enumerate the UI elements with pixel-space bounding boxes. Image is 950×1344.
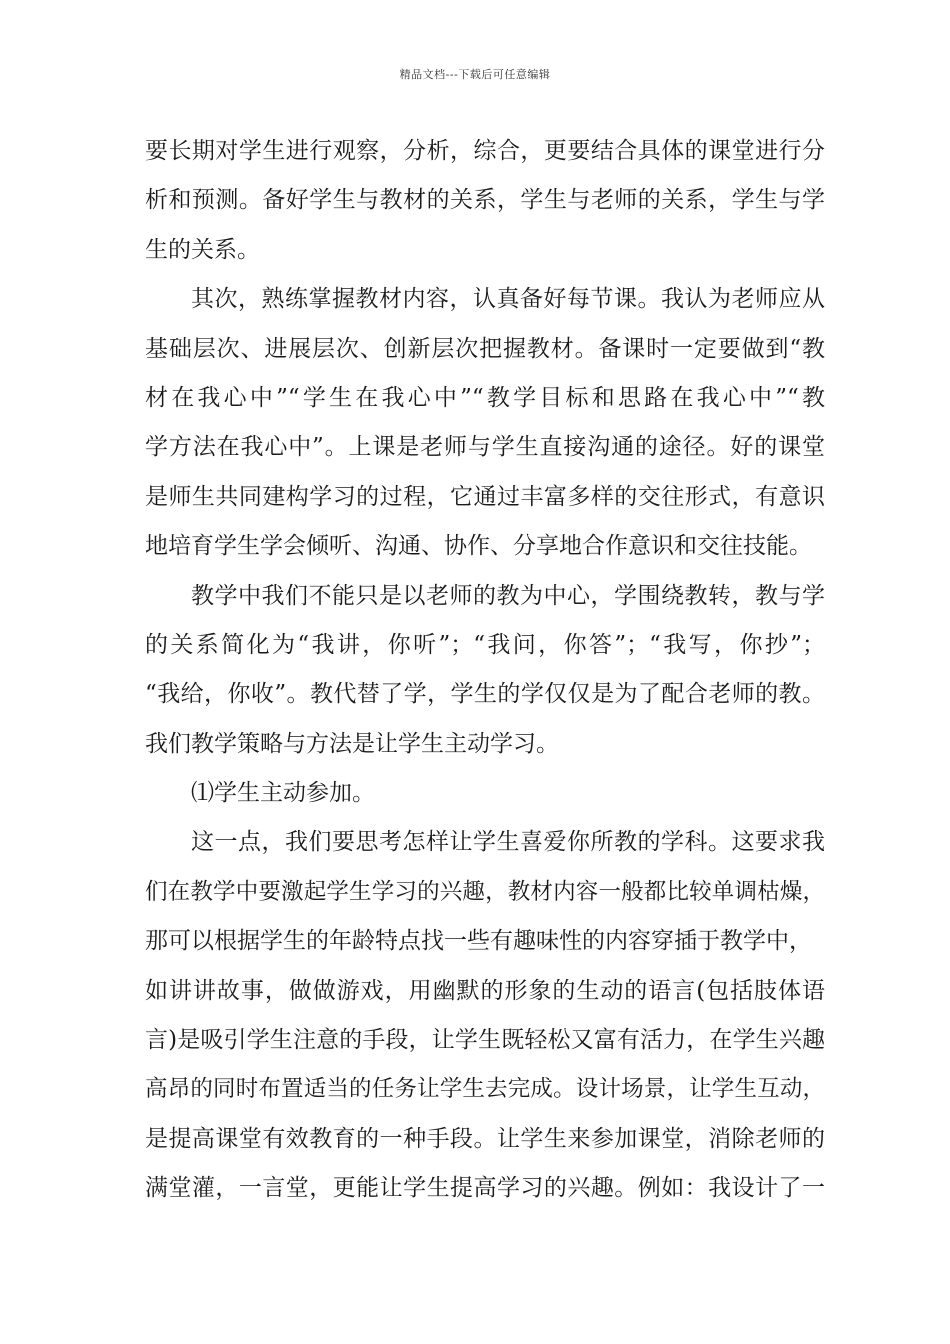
text-line: 基础层次、进展层次、创新层次把握教材。备课时一定要做到“教 (145, 335, 825, 362)
text-line: 我们教学策略与方法是让学生主动学习。 (145, 730, 559, 757)
text-line: 是师生共同建构学习的过程，它通过丰富多样的交往形式，有意识 (145, 483, 825, 510)
text-line: 其次，熟练掌握教材内容，认真备好每节课。我认为老师应从 (191, 286, 825, 313)
text-line: 满堂灌，一言堂，更能让学生提高学习的兴趣。例如：我设计了一 (145, 1175, 825, 1202)
text-line: 是提高课堂有效教育的一种手段。让学生来参加课堂，消除老师的 (145, 1125, 825, 1152)
text-line: 们在教学中要激起学生学习的兴趣，教材内容一般都比较单调枯燥， (145, 878, 825, 905)
text-line: 要长期对学生进行观察，分析，综合，更要结合具体的课堂进行分 (145, 138, 825, 164)
text-line: 这一点，我们要思考怎样让学生喜爱你所教的学科。这要求我 (191, 829, 825, 856)
document-body (145, 127, 825, 1214)
text-line: 高昂的同时布置适当的任务让学生去完成。设计场景，让学生互动， (145, 1076, 825, 1103)
text-line: ⑴学生主动参加。 (191, 780, 375, 807)
text-line: 言)是吸引学生注意的手段，让学生既轻松又富有活力，在学生兴趣 (145, 1027, 825, 1054)
text-line: 的关系简化为“我讲，你听”；“我问，你答”；“我写，你抄”； (145, 631, 825, 658)
text-line: 那可以根据学生的年龄特点找一些有趣味性的内容穿插于教学中， (145, 928, 812, 955)
text-line: 析和预测。备好学生与教材的关系，学生与老师的关系，学生与学 (145, 187, 825, 214)
text-line: 学方法在我心中”。上课是老师与学生直接沟通的途径。好的课堂 (145, 434, 825, 461)
text-line: 材在我心中”“学生在我心中”“教学目标和思路在我心中”“教 (145, 384, 825, 411)
text-line: 教学中我们不能只是以老师的教为中心，学围绕教转，教与学 (191, 582, 825, 609)
text-line: 地培育学生学会倾听、沟通、协作、分享地合作意识和交往技能。 (145, 533, 812, 560)
text-line: 生的关系。 (145, 236, 260, 263)
text-line: 如讲讲故事，做做游戏，用幽默的形象的生动的语言(包括肢体语 (145, 977, 825, 1004)
text-line: “我给，你收”。教代替了学，学生的学仅仅是为了配合老师的教。 (145, 681, 825, 708)
page-header: 精品文档---下载后可任意编辑 (399, 68, 551, 81)
